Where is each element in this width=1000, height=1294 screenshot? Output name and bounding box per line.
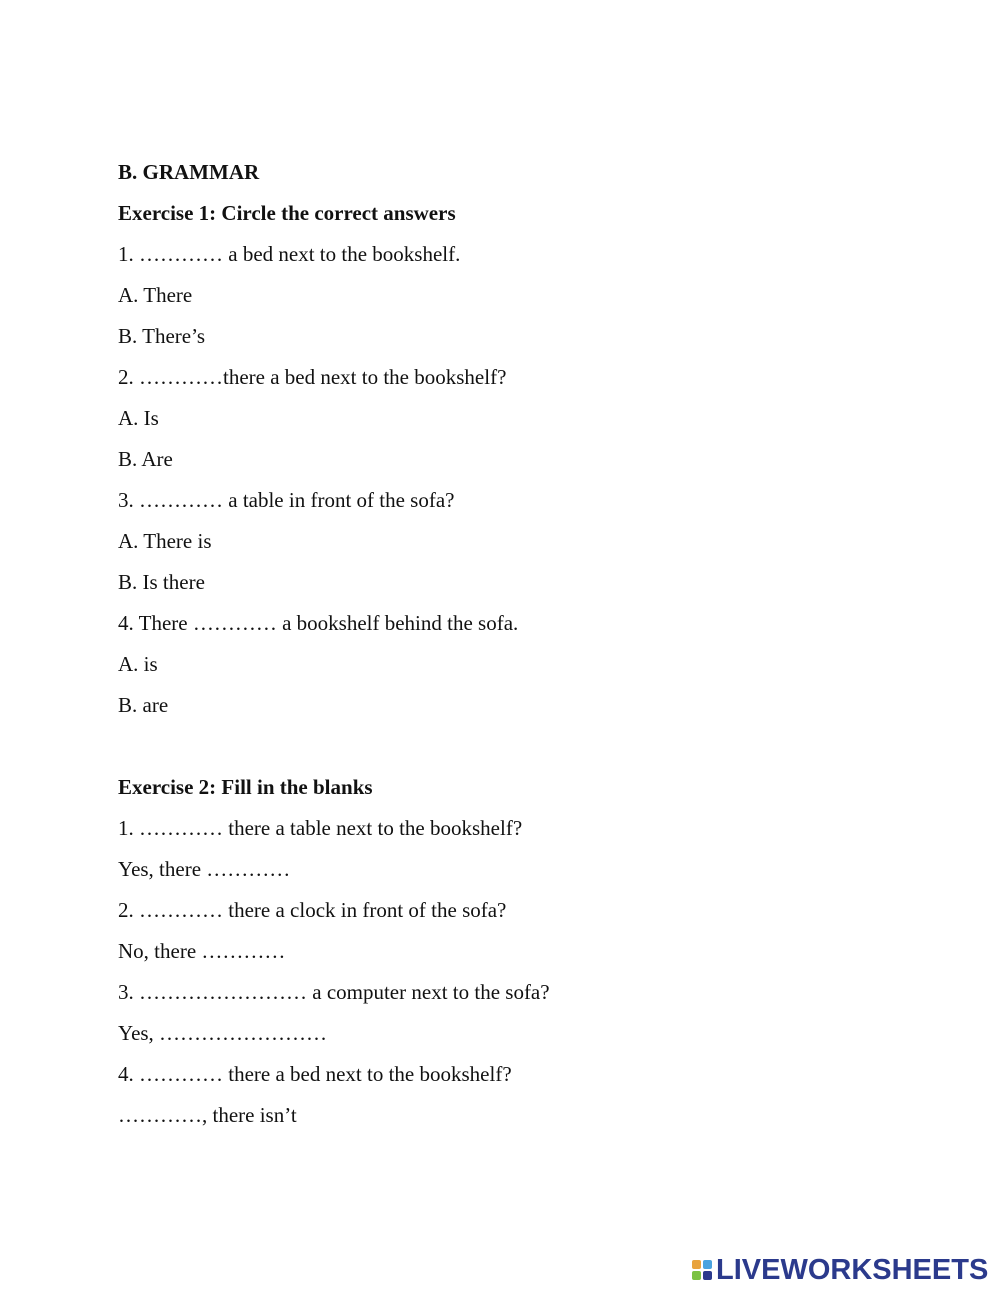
ex1-q3-option-b[interactable]: B. Is there	[118, 570, 205, 594]
ex1-q2-option-a[interactable]: A. Is	[118, 406, 159, 430]
ex1-question-3: 3. ………… a table in front of the sofa?	[118, 488, 455, 512]
ex1-q1-option-b[interactable]: B. There’s	[118, 324, 206, 348]
ex1-q4-option-a[interactable]: A. is	[118, 652, 158, 676]
ex1-q3-option-a[interactable]: A. There is	[118, 529, 212, 553]
logo-square-4	[703, 1271, 712, 1280]
logo-square-3	[692, 1271, 701, 1280]
liveworksheets-logo	[692, 1255, 988, 1285]
exercise-1-title: Exercise 1: Circle the correct answers	[118, 201, 456, 225]
ex2-answer-1[interactable]: Yes, there …………	[118, 857, 291, 881]
logo-square-1	[692, 1260, 701, 1269]
ex2-answer-3[interactable]: Yes, ……………………	[118, 1021, 328, 1045]
ex1-q1-option-a[interactable]: A. There	[118, 283, 193, 307]
ex1-q4-option-b[interactable]: B. are	[118, 693, 169, 717]
ex1-question-2: 2. …………there a bed next to the bookshelf?	[118, 365, 507, 389]
ex2-question-3[interactable]: 3. …………………… a computer next to the sofa?	[118, 980, 550, 1004]
logo-square-2	[703, 1260, 712, 1269]
ex2-question-2[interactable]: 2. ………… there a clock in front of the sofa?	[118, 898, 507, 922]
ex1-question-4: 4. There ………… a bookshelf behind the sofa.	[118, 611, 519, 635]
ex2-answer-2[interactable]: No, there …………	[118, 939, 286, 963]
ex1-q2-option-b[interactable]: B. Are	[118, 447, 173, 471]
section-title: B. GRAMMAR	[118, 160, 260, 184]
ex2-question-1[interactable]: 1. ………… there a table next to the bookshelf?	[118, 816, 523, 840]
ex2-question-4[interactable]: 4. ………… there a bed next to the bookshelf?	[118, 1062, 512, 1086]
liveworksheets-wordmark: LIVEWORKSHEETS	[716, 1254, 989, 1286]
ex2-answer-4[interactable]: …………, there isn’t	[118, 1103, 297, 1127]
ex1-question-1: 1. ………… a bed next to the bookshelf.	[118, 242, 461, 266]
liveworksheets-logo-icon	[692, 1260, 712, 1280]
exercise-2-title: Exercise 2: Fill in the blanks	[118, 775, 373, 799]
